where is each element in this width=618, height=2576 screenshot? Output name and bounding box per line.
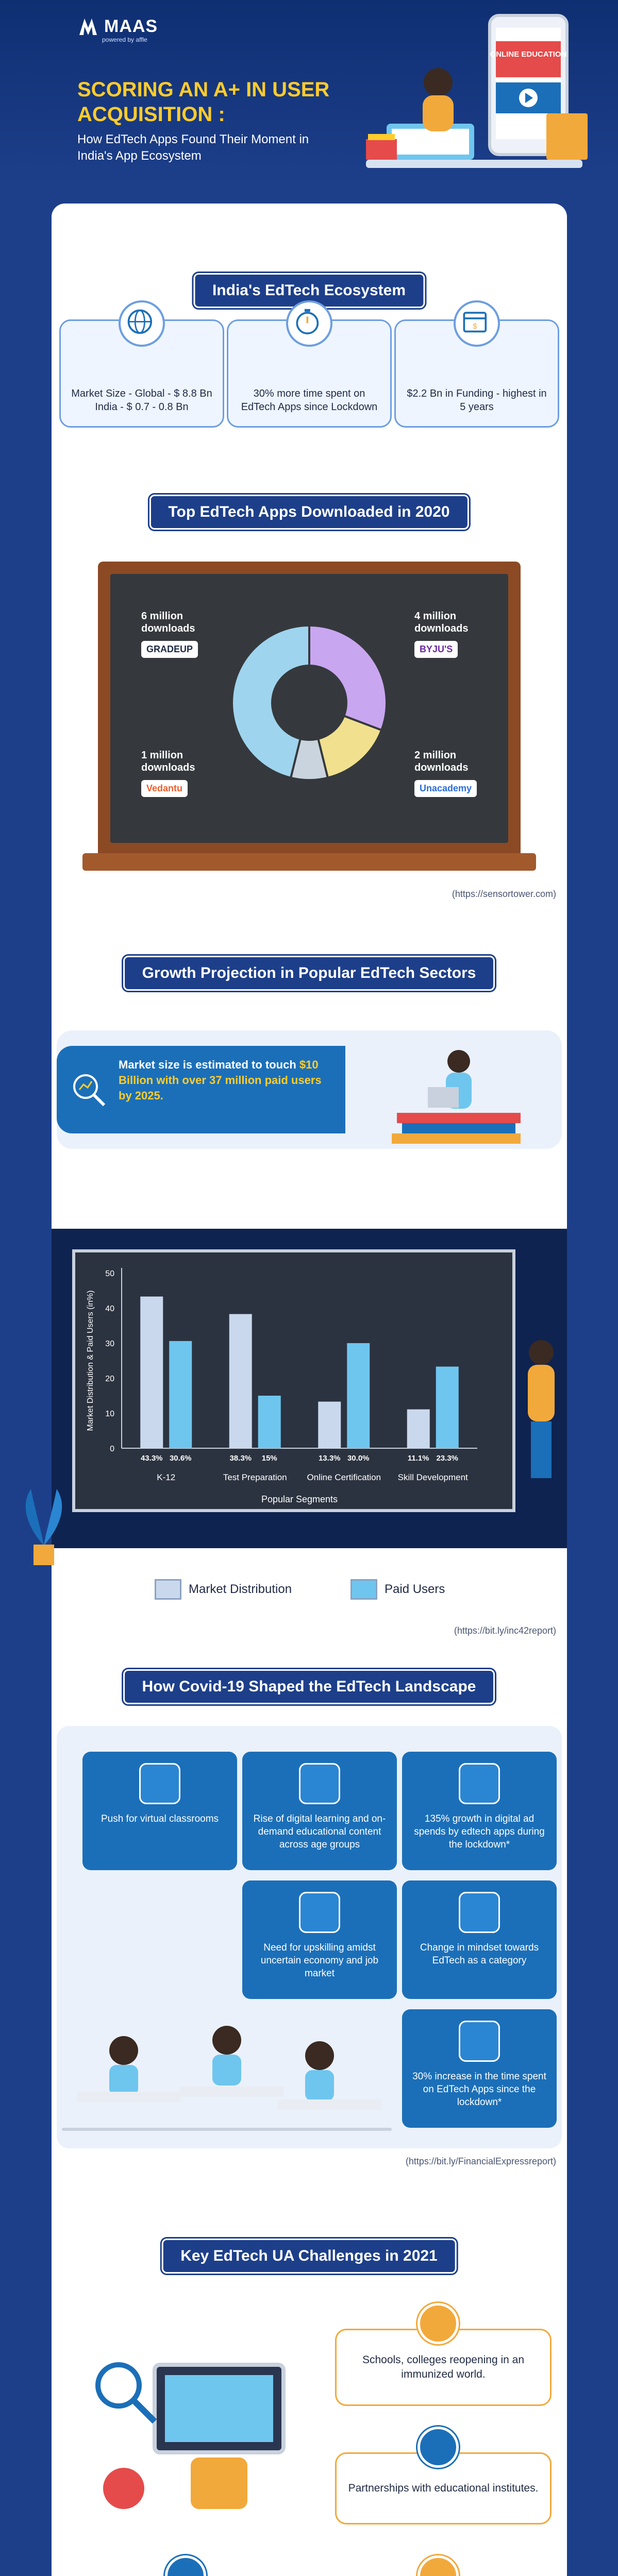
market-search-icon [68, 1069, 109, 1110]
calendar-icon [454, 300, 500, 347]
teaching-illustration [88, 2344, 304, 2519]
legend-label: Paid Users [385, 1582, 445, 1596]
bar-value-label: 23.3% [436, 1454, 459, 1463]
covid-text: Rise of digital learning and on-demand educational content across age groups [253, 1814, 386, 1850]
timer-icon [286, 300, 332, 347]
legend-swatch-market [155, 1579, 181, 1600]
classroom-illustration [62, 1989, 392, 2143]
ecosystem-heading: India's EdTech Ecosystem [193, 273, 425, 308]
covid-text: Change in mindset towards EdTech as a category [420, 1942, 539, 1966]
growth-chart-board [52, 1229, 567, 1548]
bar-paid [258, 1396, 281, 1448]
x-category-label: Skill Development [397, 1472, 468, 1482]
bar-value-label: 15% [261, 1454, 277, 1463]
y-tick-label: 20 [105, 1375, 114, 1383]
ecosystem-box-market-size [59, 319, 224, 428]
covid-text: 30% increase in the time spent on EdTech Apps since the lockdown* [412, 2071, 546, 2108]
globe-money-icon [119, 300, 165, 347]
legend-paid-users [350, 1579, 445, 1600]
ecosystem-text: Market Size - Global - $ 8.8 Bn India - $ 0.7 - 0.8 Bn [71, 388, 212, 413]
y-tick-label: 10 [105, 1410, 114, 1418]
challenges-heading: Key EdTech UA Challenges in 2021 [161, 2239, 457, 2274]
top-apps-source: (https://sensortower.com) [452, 889, 556, 899]
ecosystem-box-funding [394, 319, 559, 428]
bar-value-label: 13.3% [318, 1454, 341, 1463]
handshake-icon [417, 2427, 459, 2468]
growth-source: (https://bit.ly/inc42report) [454, 1625, 556, 1636]
legend-label: Market Distribution [189, 1582, 292, 1596]
covid-text: Need for upskilling amidst uncertain economy and job market [260, 1942, 379, 1979]
bar-paid [169, 1341, 192, 1448]
ecosystem-text: 30% more time spent on EdTech Apps since Lockdown [241, 388, 378, 413]
bar-value-label: 38.3% [229, 1454, 252, 1463]
chalkboard-surface [110, 574, 508, 843]
covid-box-timespent [402, 2009, 557, 2128]
mindset-icon [459, 1892, 500, 1933]
legend-market-distribution [155, 1579, 292, 1600]
x-category-label: Online Certification [307, 1472, 381, 1482]
growth-banner-highlight-text: $10 Billion with over 37 million paid users by 2025. [119, 1058, 322, 1102]
maas-logo-icon [77, 15, 99, 37]
vedantu-logo: Vedantu [141, 780, 188, 797]
y-tick-label: 50 [105, 1269, 114, 1278]
growth-banner-pre: Market size is estimated to touch [119, 1058, 299, 1071]
pie-label-byjus: 4 million downloads [414, 611, 469, 634]
school-icon [417, 2303, 459, 2344]
pie-label-unacademy: 2 million downloads [414, 750, 469, 773]
teacher-illustration [515, 1332, 567, 1486]
bar-value-label: 30.6% [169, 1454, 192, 1463]
challenge-schools: Schools, colleges reopening in an immunized world. [335, 2329, 552, 2406]
byjus-logo: BYJU'S [414, 641, 458, 658]
page-subtitle: How EdTech Apps Found Their Moment in India's App Ecosystem [77, 132, 309, 163]
laptop-icon [139, 1763, 180, 1804]
y-tick-label: 40 [105, 1304, 114, 1313]
pie-label-vedantu: 1 million downloads [141, 750, 195, 773]
brand-sub: powered by affle [102, 36, 147, 43]
ecosystem-text: $2.2 Bn in Funding - highest in 5 years [407, 388, 547, 413]
pie-label-gradeup: 6 million downloads [141, 611, 195, 634]
ecosystem-box-time-spent [227, 319, 392, 428]
top-apps-heading: Top EdTech Apps Downloaded in 2020 [149, 495, 469, 530]
gradeup-logo: GRADEUP [141, 641, 198, 658]
growth-chart-surface [72, 1249, 515, 1512]
chalkboard [98, 562, 521, 871]
hero-illustration [361, 10, 588, 180]
upskill-icon [299, 1892, 340, 1933]
unacademy-logo: Unacademy [414, 780, 477, 797]
y-tick-label: 0 [110, 1445, 114, 1453]
y-tick-label: 30 [105, 1340, 114, 1348]
chalkboard-ledge [82, 853, 536, 871]
bar-market [140, 1297, 163, 1448]
covid-box-digital [242, 1752, 397, 1870]
bar-paid [436, 1367, 459, 1448]
y-axis-label: Market Distribution & Paid Users (in%) [86, 1290, 95, 1431]
plant-illustration [15, 1484, 72, 1571]
covid-box-adspend [402, 1752, 557, 1870]
growth-icon [459, 1763, 500, 1804]
time-increase-icon [459, 2021, 500, 2062]
growth-bar-chart [75, 1252, 512, 1509]
covid-text: Push for virtual classrooms [101, 1814, 219, 1824]
growth-banner [57, 1030, 562, 1149]
sign-text: ONLINE EDUCATION [490, 50, 567, 59]
bar-market [229, 1314, 252, 1448]
bar-market [407, 1410, 430, 1448]
covid-text: 135% growth in digital ad spends by edtech apps during the lockdown* [414, 1814, 545, 1850]
challenge-partnerships: Partnerships with educational institutes. [335, 2452, 552, 2524]
x-category-label: K-12 [157, 1472, 176, 1482]
covid-heading: How Covid-19 Shaped the EdTech Landscape [123, 1669, 495, 1704]
covid-box-virtual [82, 1752, 237, 1870]
brand-name: MAAS [104, 16, 158, 36]
legend-swatch-paid [350, 1579, 377, 1600]
growth-banner-text [119, 1057, 335, 1104]
bar-paid [347, 1343, 370, 1448]
pie-slice-byjus [309, 625, 387, 730]
page-title: SCORING AN A+ IN USER ACQUISITION : [77, 78, 330, 126]
bar-value-label: 30.0% [347, 1454, 370, 1463]
bar-value-label: 43.3% [140, 1454, 163, 1463]
hero-banner [0, 0, 618, 185]
brand-logo [77, 15, 158, 37]
covid-box-upskill [242, 1880, 397, 1999]
student-books-illustration [366, 1036, 552, 1149]
covid-box-mindset [402, 1880, 557, 1999]
x-category-label: Test Preparation [223, 1472, 287, 1482]
bar-value-label: 11.1% [407, 1454, 429, 1463]
growth-heading: Growth Projection in Popular EdTech Sectors [123, 956, 495, 991]
covid-source: (https://bit.ly/FinancialExpressreport) [405, 2156, 556, 2166]
bar-market [318, 1402, 341, 1448]
svg-text:$: $ [473, 323, 477, 331]
x-axis-label: Popular Segments [261, 1494, 338, 1504]
tablet-icon [299, 1763, 340, 1804]
